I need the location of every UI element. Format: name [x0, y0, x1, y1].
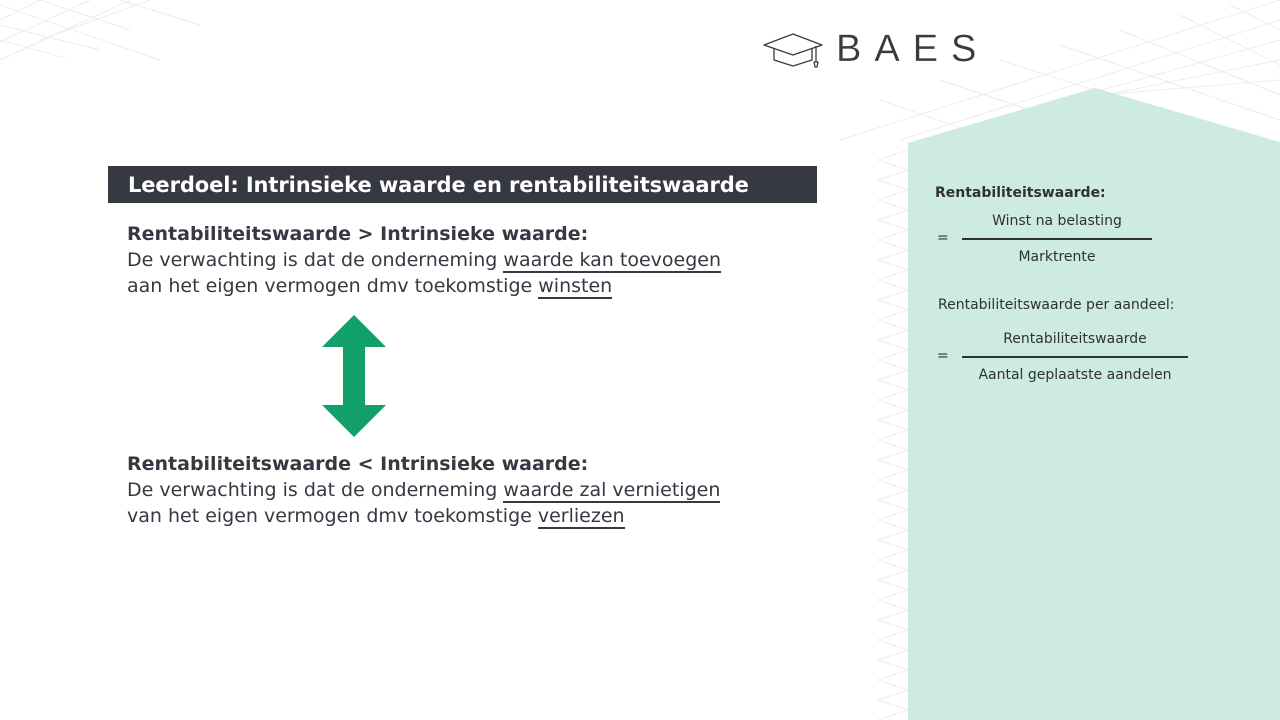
block-line-2: [127, 273, 721, 299]
block-heading: Rentabiliteitswaarde < Intrinsieke waarde:: [127, 453, 589, 475]
line-text: De verwachting is dat de onderneming: [127, 249, 504, 271]
underlined-phrase: waarde zal vernietigen: [503, 479, 721, 501]
comparison-block-greater: [127, 221, 721, 299]
formula-title: Rentabiliteitswaarde:: [935, 185, 1106, 201]
fraction-line: [962, 238, 1152, 240]
block-line-1: [127, 247, 721, 273]
page-title: Leerdoel: Intrinsieke waarde en rentabiliteitswaarde: [128, 172, 749, 197]
double-arrow-vertical-icon: [322, 315, 386, 437]
formula-title: Rentabiliteitswaarde per aandeel:: [938, 297, 1175, 313]
formula-denominator: Aantal geplaatste aandelen: [978, 367, 1172, 383]
line-text: aan het eigen vermogen dmv toekomstige: [127, 275, 539, 297]
baes-logo: [762, 28, 989, 70]
equals-sign: =: [937, 348, 949, 364]
underlined-phrase: waarde kan toevoegen: [503, 249, 722, 271]
line-text: De verwachting is dat de onderneming: [127, 479, 504, 501]
underlined-phrase: verliezen: [537, 505, 625, 527]
formula-denominator: Marktrente: [1018, 249, 1096, 265]
formula-numerator: Winst na belasting: [992, 213, 1122, 229]
underlined-phrase: winsten: [538, 275, 613, 297]
line-text: van het eigen vermogen dmv toekomstige: [127, 505, 538, 527]
block-line-1: [127, 477, 720, 503]
block-line-2: [127, 503, 720, 529]
graduation-cap-icon: [762, 29, 824, 69]
equals-sign: =: [937, 230, 949, 246]
formula-numerator: Rentabiliteitswaarde: [1003, 331, 1147, 347]
learning-goal-title-bar: [108, 166, 817, 203]
block-heading: Rentabiliteitswaarde > Intrinsieke waarde:: [127, 223, 589, 245]
comparison-block-less: [127, 451, 720, 529]
logo-text: BAES: [836, 28, 990, 70]
fraction-line: [962, 356, 1188, 358]
